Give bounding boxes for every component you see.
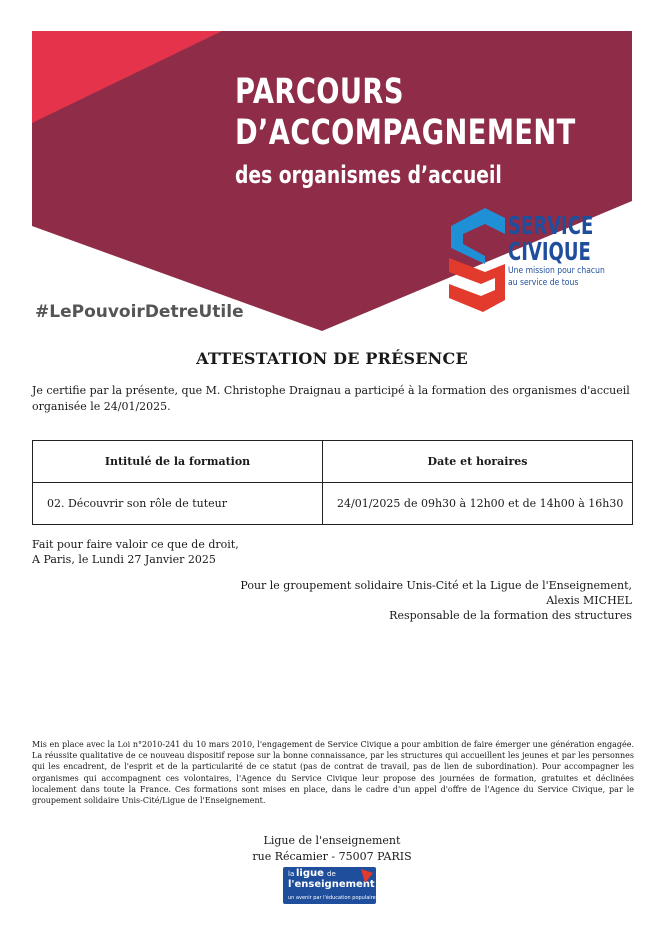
ligue-logo-ligue: ligue — [296, 868, 324, 879]
hashtag: #LePouvoirDetreUtile — [35, 302, 244, 322]
cell-date: 24/01/2025 de 09h30 à 12h00 et de 14h00 à 16h30 — [323, 483, 633, 525]
ligue-logo-la: la — [288, 870, 295, 878]
closing-line-1: Fait pour faire valoir ce que de droit, — [32, 538, 239, 551]
service-civique-logo-icon — [445, 204, 507, 324]
intro-paragraph: Je certifie par la présente, que M. Christophe Draignau a participé à la formation des organismes d'accueil organisée le 24/01/2025. — [32, 384, 630, 413]
signature-name: Alexis MICHEL — [546, 594, 632, 607]
address-line-1: Ligue de l'enseignement — [263, 834, 401, 847]
ligue-logo-flag-icon — [361, 869, 373, 883]
ligue-enseignement-logo — [283, 867, 376, 904]
table-row — [33, 483, 633, 525]
logo-service-text: SERVICE — [508, 211, 594, 240]
header-date: Date et horaires — [323, 441, 633, 483]
ligue-logo-tagline: un avenir par l'éducation populaire — [288, 895, 376, 901]
logo-tagline-1: Une mission pour chacun — [508, 266, 605, 276]
signature-role: Responsable de la formation des structures — [389, 609, 632, 622]
ligue-logo-enseignement: l'enseignement — [288, 879, 375, 890]
logo-civique-text: CIVIQUE — [508, 237, 591, 266]
header-formation: Intitulé de la formation — [33, 441, 323, 483]
table-header-row — [33, 441, 633, 483]
document-title: ATTESTATION DE PRÉSENCE — [196, 349, 468, 368]
signature-line-1: Pour le groupement solidaire Unis-Cité et la Ligue de l'Enseignement, — [240, 579, 632, 592]
banner-subtitle: des organismes d’accueil — [235, 161, 502, 189]
logo-tagline-2: au service de tous — [508, 278, 579, 288]
address-block — [0, 833, 664, 865]
banner-title-line2: D’ACCOMPAGNEMENT — [235, 113, 576, 153]
footnote-paragraph: Mis en place avec la Loi n°2010-241 du 10 mars 2010, l'engagement de Service Civique a pour ambition de faire émerger une génération engagée. La réussite qualitative de ce nouveau dispositif repose sur la bonne connaissance, par les structures qui accueillent les jeunes et par les personnes qui les encadrent, de l'esprit et de la particularité de ce statut (pas de contrat de travail, pas de lien de subordination). Pour accompagner les organismes qui accompagnent ces volontaires, l'Agence du Service Civique leur propose des journées de formation, gratuites et déclinées localement dans toute la France. Ces formations sont mises en place, dans le cadre d'un appel d'offre de l'Agence du Service Civique, par le groupement solidaire Unis-Cité/Ligue de l'Enseignement. — [32, 740, 634, 806]
cell-formation: 02. Découvrir son rôle de tuteur — [33, 483, 323, 525]
closing-line-2: A Paris, le Lundi 27 Janvier 2025 — [32, 553, 216, 566]
ligue-logo-de: de — [327, 870, 336, 878]
address-line-2: rue Récamier - 75007 PARIS — [252, 850, 412, 863]
formation-table — [32, 440, 633, 525]
closing-block — [32, 537, 239, 567]
banner-title-line1: PARCOURS — [235, 72, 404, 112]
signature-block — [240, 578, 632, 623]
